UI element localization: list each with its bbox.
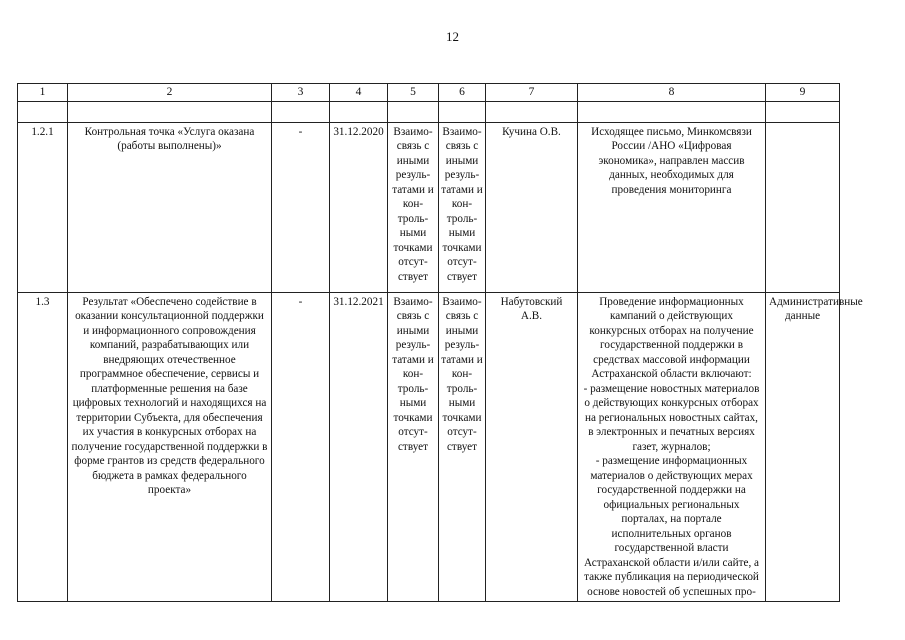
description-intro: Проведение информационных кампаний о действующих конкурсных отборах на получение государственной поддержки в средствах массовой информации Астраханской области включают: <box>589 295 754 380</box>
row-number: 1.3 <box>18 292 68 602</box>
header-cell: 1 <box>18 84 68 102</box>
row-description: Исходящее письмо, Минкомсвязи России /АНО «Цифровая экономика», направлен массив данных, необходимых для проведения мониторинга <box>578 122 766 292</box>
header-cell: 2 <box>68 84 272 102</box>
row-name: Контрольная точка «Услуга оказана (работы выполнены)» <box>68 122 272 292</box>
row-description <box>578 292 766 602</box>
description-item: - размещение информационных материалов о действующих мерах государственной поддержки на официальных региональных порталах, на портале исполнительных органов государственной власти Астраханской области и/или сайте, а также публикация на периодической основе новостей об успешных про- <box>583 455 760 598</box>
header-cell: 5 <box>388 84 439 102</box>
header-cell: 3 <box>272 84 330 102</box>
row-relation: Взаимо-связь с иными резуль-татами и кон-троль-ными точками отсут-ствует <box>388 292 439 602</box>
row-relation: Взаимо-связь с иными резуль-татами и кон-троль-ными точками отсут-ствует <box>439 292 486 602</box>
row-col3: - <box>272 292 330 602</box>
page-number: 12 <box>446 29 459 44</box>
header-cell: 8 <box>578 84 766 102</box>
results-table <box>17 83 863 602</box>
description-item: - размещение новостных материалов о действующих конкурсных отборах на региональных новостных сайтах, в электронных и печатных версиях газет, журналов; <box>583 382 760 453</box>
table-row <box>18 292 840 602</box>
header-cell: 6 <box>439 84 486 102</box>
row-col3: - <box>272 122 330 292</box>
row-relation: Взаимо-связь с иными резуль-татами и кон-троль-ными точками отсут-ствует <box>388 122 439 292</box>
row-responsible: Набутовский А.В. <box>486 292 578 602</box>
header-cell: 4 <box>330 84 388 102</box>
row-col9: Административные данные <box>766 292 840 602</box>
row-name: Результат «Обеспечено содействие в оказании консультационной поддержки и информационного сопровождения компаний, разрабатывающих или внедряющих отечественное программное обеспечение, сервисы и платформенные решения на базе цифровых технологий и находящихся на территории Субъекта, для обеспечения их участия в конкурсных отборах на получение государственной поддержки в форме грантов из средств федерального бюджета в рамках федерального проекта» <box>68 292 272 602</box>
row-date: 31.12.2020 <box>330 122 388 292</box>
row-number: 1.2.1 <box>18 122 68 292</box>
table-row <box>18 122 840 292</box>
row-date: 31.12.2021 <box>330 292 388 602</box>
spacer-row <box>18 101 840 122</box>
header-cell: 7 <box>486 84 578 102</box>
row-responsible: Кучина О.В. <box>486 122 578 292</box>
row-col9 <box>766 122 840 292</box>
row-relation: Взаимо-связь с иными резуль-татами и кон-троль-ными точками отсут-ствует <box>439 122 486 292</box>
header-cell: 9 <box>766 84 840 102</box>
header-row <box>18 84 840 102</box>
